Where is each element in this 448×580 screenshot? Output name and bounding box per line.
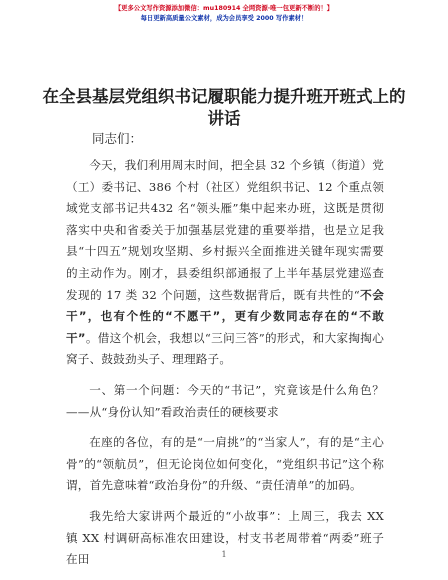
paragraph-story: 我先给大家讲两个最近的“小故事”：上周三，我去 XX 镇 XX 村调研高标准农田建设，村支书老周带着“两委”班子在田 bbox=[66, 508, 384, 567]
greeting: 同志们： bbox=[92, 131, 143, 146]
paragraph-text: 。借这个机会，我想以“三问三答”的形式，和大家掏掏心窝子、鼓鼓劲头子、理理路子。 bbox=[66, 330, 384, 367]
paragraph-text: 今天，我们利用周末时间，把全县 32 个乡镇（街道）党（工）委书记、386 个村（社区）党组织书记、12 个重点领域党支部书记共432 名“领头雁”集中起来办班，这既是贯彻落实中央和省委关于加强基层党建的重要举措，也是立足我县“十四五”规划攻坚期、乡村振兴全面推进关键年现实需要的主动作为。刚才，县委组织部通报了上半年基层党建巡查发现的 17 类 32 个问题，这些数据背后，既有共性的“ bbox=[66, 158, 384, 302]
promo-banner bbox=[0, 4, 448, 24]
emphasized-text: 不会干”，也有个性的“不愿干”，更有少数同志存在的“不敢干” bbox=[66, 287, 384, 345]
document-title: 在全县基层党组织书记履职能力提升班开班式上的讲话 bbox=[42, 87, 406, 128]
paragraph-role: 在座的各位，有的是“一肩挑”的“当家人”，有的是“主心骨”的“领航员”，但无论岗位如何变化，“党组织书记”这个称谓，首先意味着“政治身份”的升级、“责任清单”的加码。 bbox=[66, 435, 384, 493]
document-body bbox=[66, 155, 384, 571]
paragraph-opening bbox=[66, 155, 384, 371]
promo-banner-line-2: 每日更新高质量公文素材，成为会员享受 2000 写作素材！ bbox=[140, 15, 308, 22]
section-heading-1: 一、第一个问题：今天的“书记”，究竟该是什么角色？——从“身份认知”看政治责任的硬核要求 bbox=[66, 382, 384, 419]
page-number: 1 bbox=[221, 550, 227, 559]
promo-banner-line-1: 【更多公文写作资源添加微信：mu180914 全网资源·唯一包更新不断的！】 bbox=[114, 5, 334, 12]
